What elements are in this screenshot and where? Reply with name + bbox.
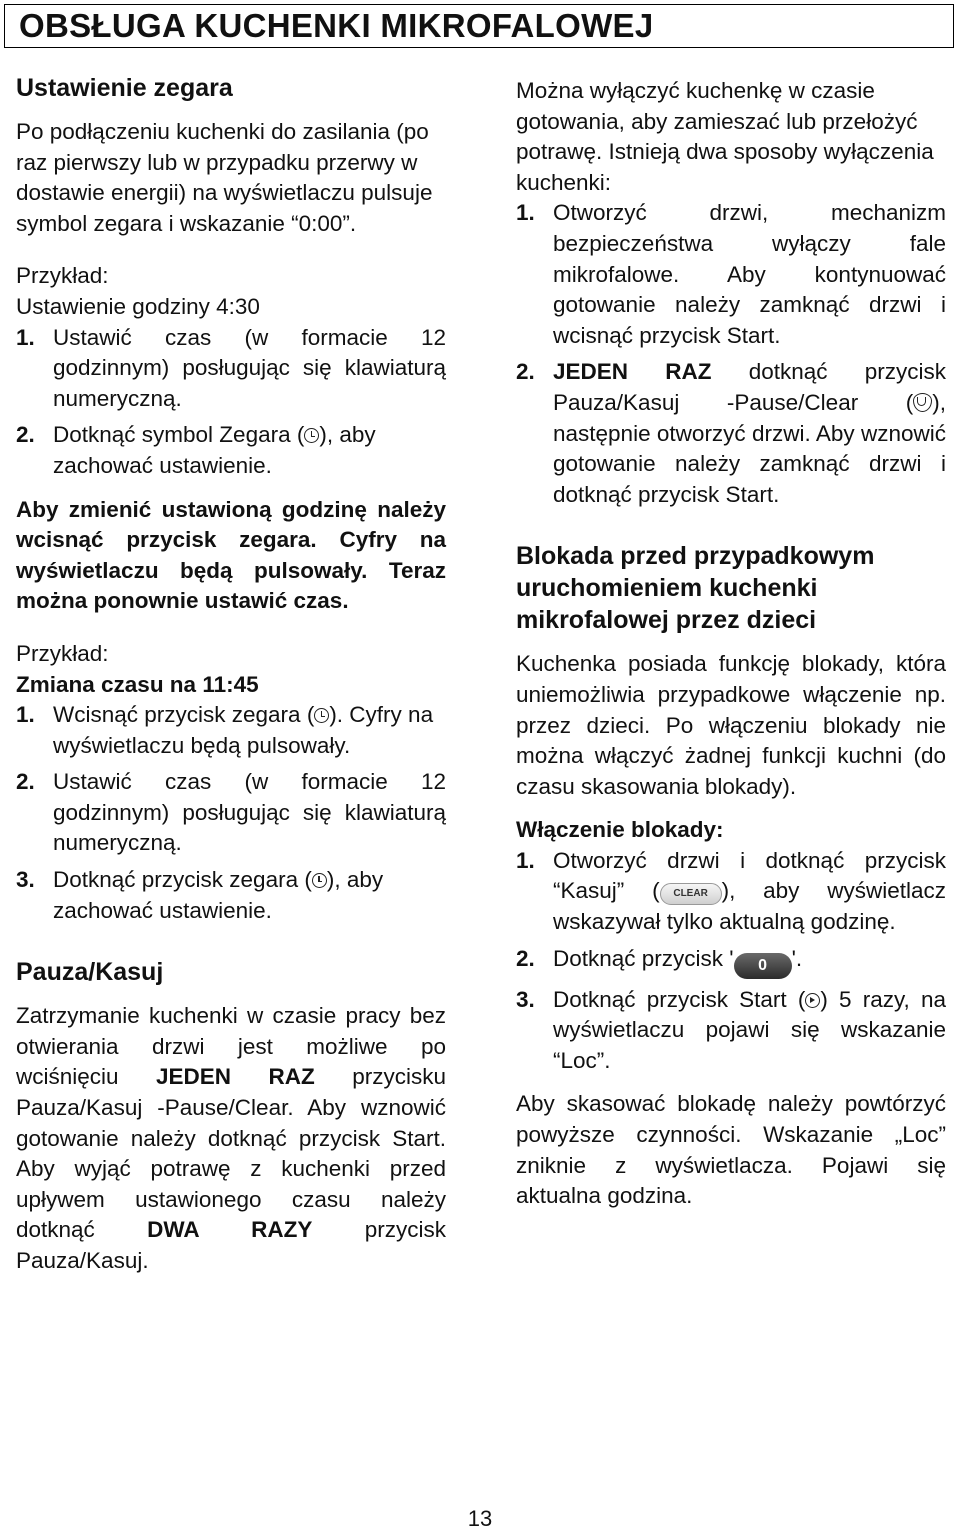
step-number: 3. — [16, 867, 35, 893]
example1-steps — [16, 323, 446, 482]
step-number: 1. — [16, 324, 35, 350]
clock-icon — [314, 708, 329, 723]
lock-intro: Kuchenka posiada funkcję blokady, która uniemożliwia przypadkowe włączenie np. przez dzieci. Po włączeniu blokady nie można włączyć żadnej funkcji kuchni (do czasu skasowania blokady). — [516, 651, 946, 799]
step-text-b: '. — [791, 945, 803, 971]
list-item — [516, 357, 946, 510]
step-number: 2. — [516, 945, 535, 971]
list-item — [16, 700, 446, 761]
left-column — [16, 72, 446, 1277]
page-title: OBSŁUGA KUCHENKI MIKROFALOWEJ — [4, 4, 954, 48]
zero-button-icon: 0 — [734, 953, 792, 979]
step-text-a: Wcisnąć przycisk zegara ( — [53, 702, 315, 728]
right-column — [516, 76, 946, 1212]
list-item — [16, 420, 446, 481]
step-text-a: Dotknąć przycisk zegara ( — [53, 867, 312, 893]
step-text — [53, 700, 446, 761]
list-item — [516, 944, 946, 979]
step-number: 1. — [516, 200, 535, 226]
start-icon — [805, 993, 820, 1008]
pause-clear-icon — [913, 393, 932, 412]
step-text: Ustawić czas (w formacie 12 godzinnym) posługując się klawiaturą numeryczną. — [53, 324, 446, 411]
example-label: Przykład: — [16, 263, 109, 289]
step-text — [553, 357, 946, 510]
step-number: 3. — [516, 986, 535, 1012]
step-text-b: ) 5 razy, na wyświetlaczu pojawi się wskazanie “Loc”. — [553, 986, 946, 1073]
step-text-a: Otworzyć drzwi i dotknąć przycisk “Kasuj” ( — [553, 847, 946, 904]
stop-intro: Można wyłączyć kuchenkę w czasie gotowania, aby zamieszać lub przełożyć potrawę. Istnieją dwa sposoby wyłączenia kuchenki: — [516, 78, 934, 195]
step-text-a: Dotknąć symbol Zegara ( — [53, 422, 305, 448]
step-text-a: Dotknąć przycisk ' — [553, 945, 734, 971]
page-number: 13 — [467, 1506, 493, 1531]
list-item — [16, 865, 446, 926]
step-text — [553, 944, 946, 979]
pause-bold-once: JEDEN RAZ — [156, 1064, 315, 1090]
change-note: Aby zmienić ustawioną godzinę należy wcisnąć przycisk zegara. Cyfry na wyświetlaczu będą pulsowały. Teraz można ponownie ustawić czas. — [16, 496, 446, 614]
step-text — [553, 985, 946, 1077]
list-item — [16, 323, 446, 415]
example-label: Przykład: — [16, 640, 109, 666]
clock-icon — [312, 873, 327, 888]
clear-button-icon: CLEAR — [660, 883, 722, 905]
pause-heading: Pauza/Kasuj — [16, 958, 164, 987]
pause-paragraph — [16, 1001, 446, 1276]
list-item — [516, 846, 946, 938]
clock-intro: Po podłączeniu kuchenki do zasilania (po raz pierwszy lub w przypadku przerwy w dostawie energii) na wyświetlaczu pulsuje symbol zegara i wskazanie “0:00”. — [16, 119, 433, 236]
step-number: 1. — [516, 847, 535, 873]
step-text — [553, 846, 946, 938]
step-text-b: ), aby wyświetlacz wskazywał tylko aktualną godzinę. — [553, 878, 946, 935]
step-text-a: Dotknąć przycisk Start ( — [553, 986, 806, 1012]
example-title: Zmiana czasu na 11:45 — [16, 671, 259, 697]
pause-text-b: przycisku Pauza/Kasuj -Pause/Clear. Aby wznowić gotowanie należy dotknąć przycisk Start. Aby wyjąć potrawę z kuchenki przed upływem ustawionego czasu należy dotknąć — [16, 1064, 446, 1243]
step-text-b: ), następnie otworzyć drzwi. Aby wznowić gotowanie należy zamknąć drzwi i dotknąć przycisk Start. — [553, 389, 946, 507]
pause-text-c: przycisk Pauza/Kasuj. — [16, 1217, 446, 1273]
step-number: 2. — [16, 422, 35, 448]
list-item — [516, 985, 946, 1077]
step-number: 1. — [16, 702, 35, 728]
stop-steps — [516, 198, 946, 510]
pause-text-a: Zatrzymanie kuchenki w czasie pracy bez otwierania drzwi jest możliwe po wciśnięciu — [16, 1003, 446, 1090]
step-text — [53, 420, 446, 481]
step-text: Otworzyć drzwi, mechanizm bezpieczeństwa wyłączy fale mikrofalowe. Aby kontynuować gotowanie należy zamknąć drzwi i wcisnąć przycisk Start. — [553, 200, 946, 348]
step-text-a: dotknąć przycisk Pauza/Kasuj -Pause/Clear ( — [553, 359, 946, 415]
clock-heading: Ustawienie zegara — [16, 74, 233, 102]
step-text-b: ), aby zachować ustawienie. — [53, 422, 376, 478]
lock-steps — [516, 846, 946, 1077]
step-number: 2. — [516, 359, 535, 385]
step-text: Ustawić czas (w formacie 12 godzinnym) posługując się klawiaturą numeryczną. — [53, 769, 446, 856]
lock-outro: Aby skasować blokadę należy powtórzyć powyższe czynności. Wskazanie „Loc” zniknie z wyświetlacza. Pojawi się aktualna godzina. — [516, 1091, 946, 1209]
step-number: 2. — [16, 769, 35, 795]
pause-bold-twice: DWA RAZY — [147, 1217, 313, 1243]
example-title: Ustawienie godziny 4:30 — [16, 293, 260, 319]
lock-sub-heading: Włączenie blokady: — [516, 817, 724, 843]
step-text-b: ). Cyfry na wyświetlaczu będą pulsowały. — [53, 702, 434, 758]
clock-icon — [304, 428, 319, 443]
step-bold: JEDEN RAZ — [553, 359, 712, 385]
step-text — [53, 865, 446, 926]
list-item — [516, 198, 946, 351]
lock-heading: Blokada przed przypadkowym uruchomieniem kuchenki mikrofalowej przez dzieci — [516, 542, 875, 635]
list-item — [16, 767, 446, 859]
step-text-b: ), aby zachować ustawienie. — [53, 867, 384, 923]
example2-steps — [16, 700, 446, 926]
